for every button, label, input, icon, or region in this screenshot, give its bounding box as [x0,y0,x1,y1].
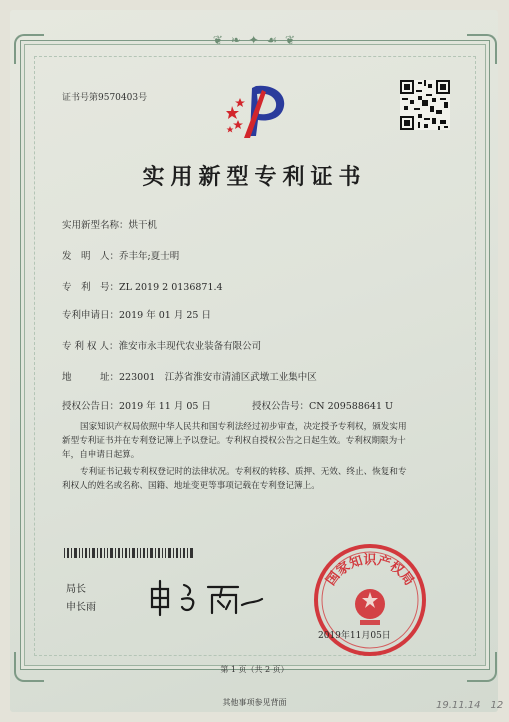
filing-date-label: 专利申请日： [62,310,120,321]
grant-number-row [252,398,393,412]
footer-note: 其他事项参见背面 [222,698,287,707]
qr-code-icon [400,80,450,130]
corner-ornament [467,34,497,64]
director-name-label: 申长雨 [66,602,96,613]
grant-date-value: 2019 年 11 月 05 日 [119,401,211,412]
official-seal-stamp [310,540,430,660]
utility-model-name-value: 烘干机 [128,220,158,231]
patent-number-row [62,279,223,293]
paragraph-line: 利权人的姓名或名称、国籍、地址变更等事项记载在专利登记簿上。 [62,481,320,491]
patent-office-logo-icon [226,80,292,140]
certificate-title: 实用新型专利证书 [142,164,367,190]
inventor-value: 乔丰年;夏士明 [119,251,180,262]
patent-number-value: ZL 2019 2 0136871.4 [119,282,223,293]
address-row [62,369,317,383]
utility-model-name-label: 实用新型名称： [62,220,129,231]
grant-date-row [62,398,211,412]
corner-ornament [14,34,44,64]
certificate-number: 证书号第9570403号 [62,93,148,103]
seal-date: 2019年11月05日 [318,631,391,641]
inventor-row [62,248,179,262]
legal-status-paragraph [62,465,456,493]
patentee-label: 专 利 权 人： [62,341,119,352]
handwritten-note: 19.11.14 12 [436,700,504,711]
patentee-row [62,338,261,352]
utility-model-name-row [62,217,157,231]
filing-date-value: 2019 年 01 月 25 日 [119,310,211,321]
top-ornament: ❦ ❧ ✦ ☙ ❦ [212,33,298,47]
patentee-value: 淮安市永丰现代农业装备有限公司 [118,341,262,352]
address-label: 地 址： [62,372,120,383]
paragraph-line: 专利证书记载专利权登记时的法律状况。专利权的转移、质押、无效、终止、恢复和专 [80,467,407,477]
grant-number-value: CN 209588641 U [309,401,394,412]
director-title-label: 局长 [66,584,86,595]
filing-date-row [62,307,211,321]
grant-statement-paragraph [62,420,456,462]
grant-number-label: 授权公告号： [252,401,310,412]
grant-date-label: 授权公告日： [62,401,120,412]
paragraph-line: 新型专利证书并在专利登记簿上予以登记。专利权自授权公告之日起生效。专利权期限为十 [62,436,406,446]
paragraph-line: 年，自申请日起算。 [62,450,140,460]
inventor-label: 发 明 人： [62,251,120,262]
paragraph-line: 国家知识产权局依照中华人民共和国专利法经过初步审查，决定授予专利权，颁发实用 [80,422,407,432]
address-value: 223001 江苏省淮安市清浦区武墩工业集中区 [119,372,317,383]
patent-number-label: 专 利 号： [62,282,120,293]
svg-text:国家知识产权局: 国家知识产权局 [323,553,417,589]
page-indicator: 第 1 页（共 2 页） [220,665,289,674]
barcode-icon [64,548,194,558]
handwritten-signature [146,577,266,617]
